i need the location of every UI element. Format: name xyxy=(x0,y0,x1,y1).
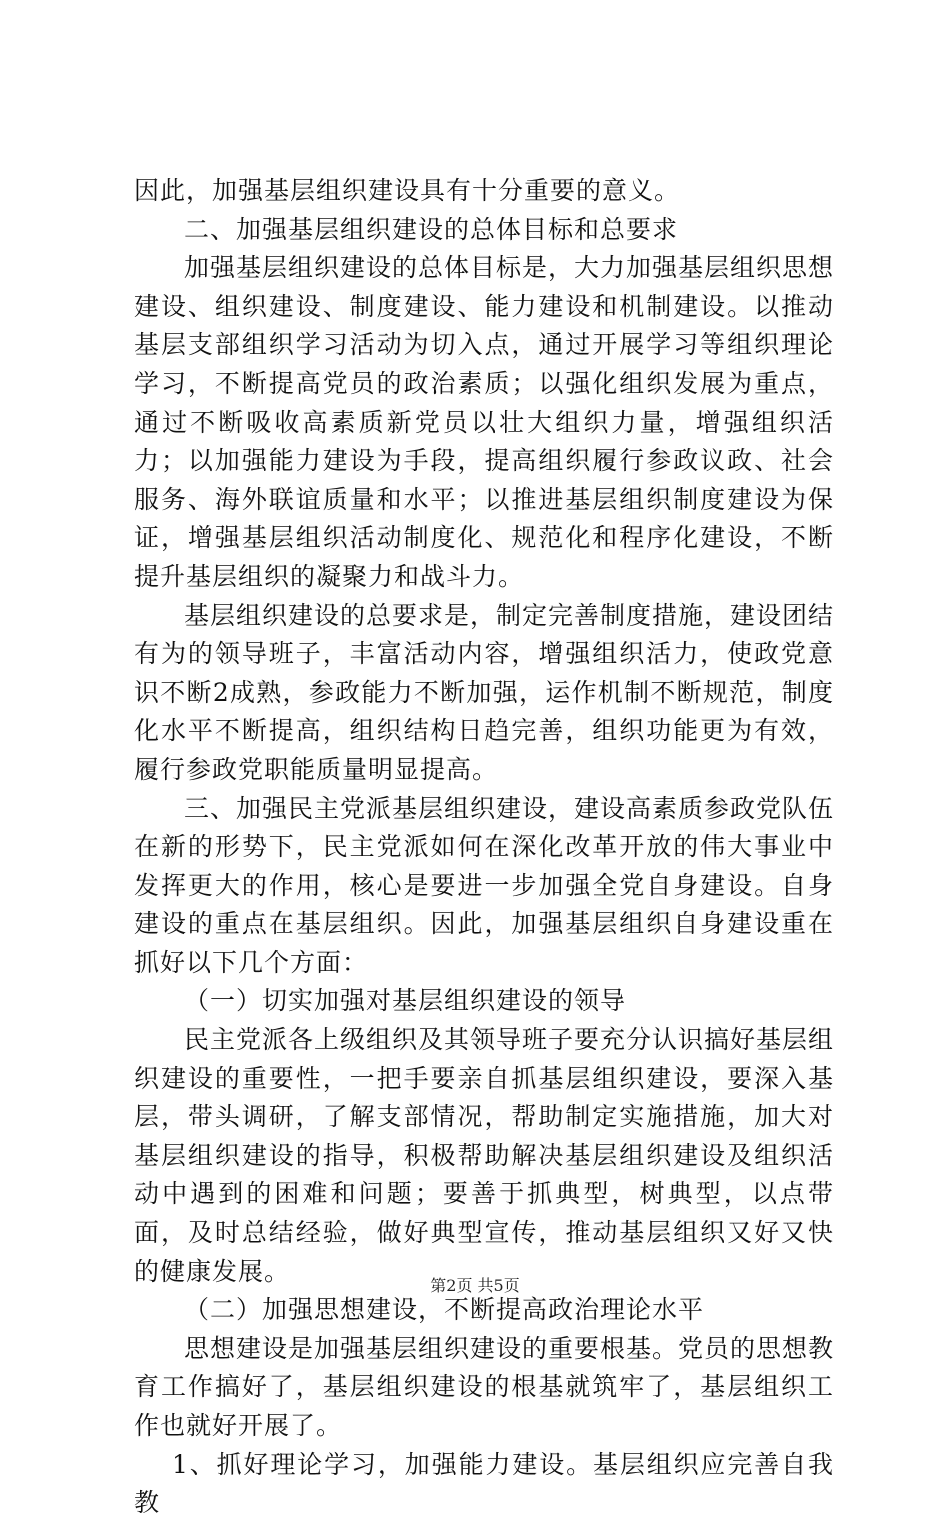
paragraph-leadership: 民主党派各上级组织及其领导班子要充分认识搞好基层组织建设的重要性，一把手要亲自抓基层组织建设，要深入基层，带头调研，了解支部情况，帮助制定实施措施，加大对基层组织建设的指导，积极帮助解决基层组织建设及组织活动中遇到的困难和问题；要善于抓典型，树典型，以点带面，及时总结经验，做好典型宣传，推动基层组织又好又快的健康发展。 xyxy=(134,1025,835,1286)
paragraph-overall-goal: 加强基层组织建设的总体目标是，大力加强基层组织思想建设、组织建设、制度建设、能力建设和机制建设。以推动基层支部组织学习活动为切入点，通过开展学习等组织理论学习，不断提高党员的政治素质；以强化组织发展为重点，通过不断吸收高素质新党员以壮大组织力量，增强组织活力；以加强能力建设为手段，提高组织履行参政议政、社会服务、海外联谊质量和水平；以推进基层组织制度建设为保证，增强基层组织活动制度化、规范化和程序化建设，不断提升基层组织的凝聚力和战斗力。 xyxy=(134,253,835,591)
paragraph-general-requirements: 基层组织建设的总要求是，制定完善制度措施，建设团结有为的领导班子，丰富活动内容，增强组织活力，使政党意识不断2成熟，参政能力不断加强，运作机制不断规范，制度化水平不断提高，组织结构日趋完善，组织功能更为有效，履行参政党职能质量明显提高。 xyxy=(134,600,835,784)
paragraph-continuation: 因此，加强基层组织建设具有十分重要的意义。 xyxy=(134,176,681,205)
document-body xyxy=(134,172,834,1523)
subsection-heading-1: （一）切实加强对基层组织建设的领导 xyxy=(184,986,627,1016)
page-number-footer: 第2页 共5页 xyxy=(430,1276,520,1295)
paragraph-ideological-building: 思想建设是加强基层组织建设的重要根基。党员的思想教育工作搞好了，基层组织建设的根基就筑牢了，基层组织工作也就好开展了。 xyxy=(134,1333,835,1440)
section-heading-2: 二、加强基层组织建设的总体目标和总要求 xyxy=(184,214,679,244)
section-heading-3: 三、加强民主党派基层组织建设，建设高素质参政党队伍在新的形势下，民主党派如何在深化改革开放的伟大事业中发挥更大的作用，核心是要进一步加强全党自身建设。自身建设的重点在基层组织。因此，加强基层组织自身建设重在抓好以下几个方面： xyxy=(134,793,835,977)
list-item-1: 1、抓好理论学习，加强能力建设。基层组织应完善自我教 xyxy=(134,1449,834,1518)
subsection-heading-2: （二）加强思想建设，不断提高政治理论水平 xyxy=(184,1295,705,1325)
